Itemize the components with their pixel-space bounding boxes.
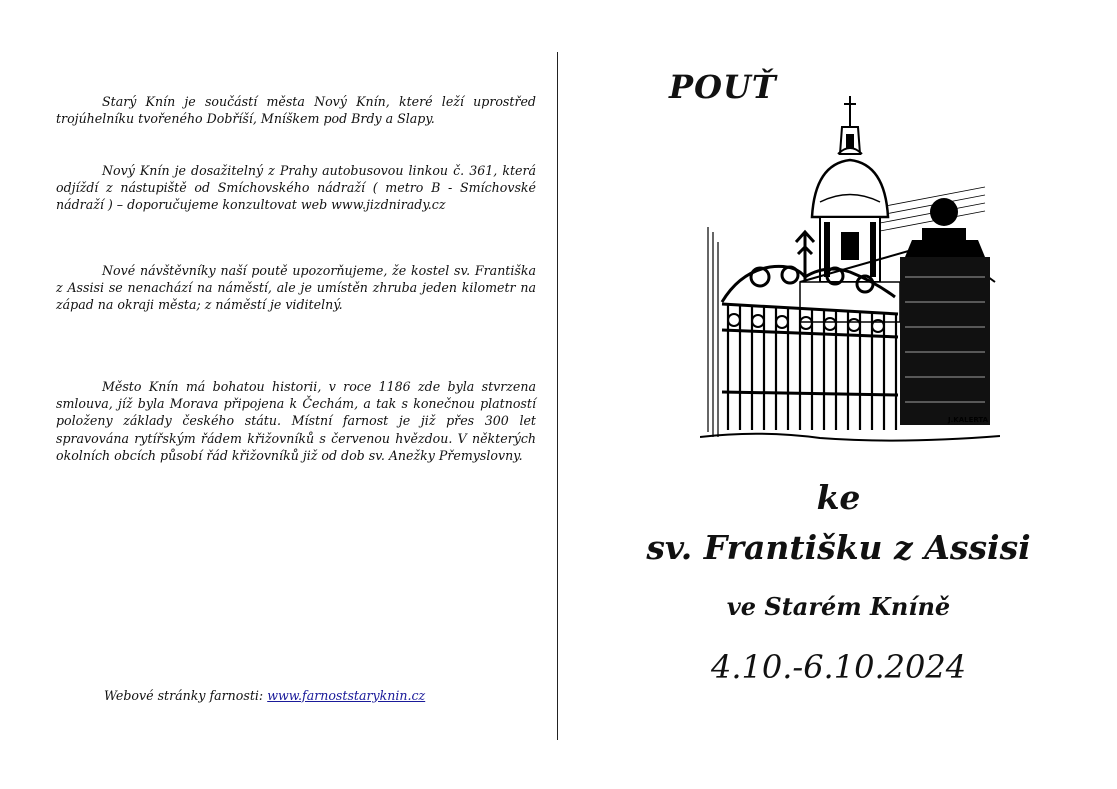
artist-signature: J.KALERTA xyxy=(948,416,989,424)
title-saint: sv. Františku z Assisi xyxy=(646,528,1031,567)
paragraph-location: Starý Knín je součástí města Nový Knín, které leží uprostřed trojúhelníku tvořeného Dobříší, Mníškem pod Brdy a Slapy. xyxy=(56,94,536,127)
page-divider xyxy=(557,52,558,740)
pilgrimage-heading: POUŤ xyxy=(669,68,777,106)
website-link[interactable]: www.farnoststaryknin.cz xyxy=(267,688,426,703)
title-ke: ke xyxy=(816,478,861,517)
website-line xyxy=(104,688,425,703)
event-date: 4.10.-6.10.2024 xyxy=(710,648,967,686)
paragraph-church-location: Nové návštěvníky naší poutě upozorňujeme, že kostel sv. Františka z Assisi se nenachází na náměstí, ale je umístěn zhruba jeden kilometr na západ na okraji města; z náměstí je viditelný. xyxy=(56,263,536,313)
title-place: ve Starém Kníně xyxy=(726,592,951,621)
paragraph-transport: Nový Knín je dosažitelný z Prahy autobusovou linkou č. 361, která odjíždí z nástupiště od Smíchovského nádraží ( metro B - Smíchovské nádraží ) – doporučujeme konzultovat web www.jizdnirady.cz xyxy=(56,163,536,213)
website-label: Webové stránky farnosti: xyxy=(104,688,264,703)
church-gate-illustration xyxy=(700,92,1000,457)
paragraph-history: Město Knín má bohatou historii, v roce 1186 zde byla stvrzena smlouva, jíž byla Morava připojena k Čechám, a tak s konečnou platností položeny základy českého státu. Místní farnost je již přes 300 let spravována rytířským řádem křižovníků s červenou hvězdou. V některých okolních obcích působí řád křižovníků již od dob sv. Anežky Přemyslovny. xyxy=(56,379,536,463)
